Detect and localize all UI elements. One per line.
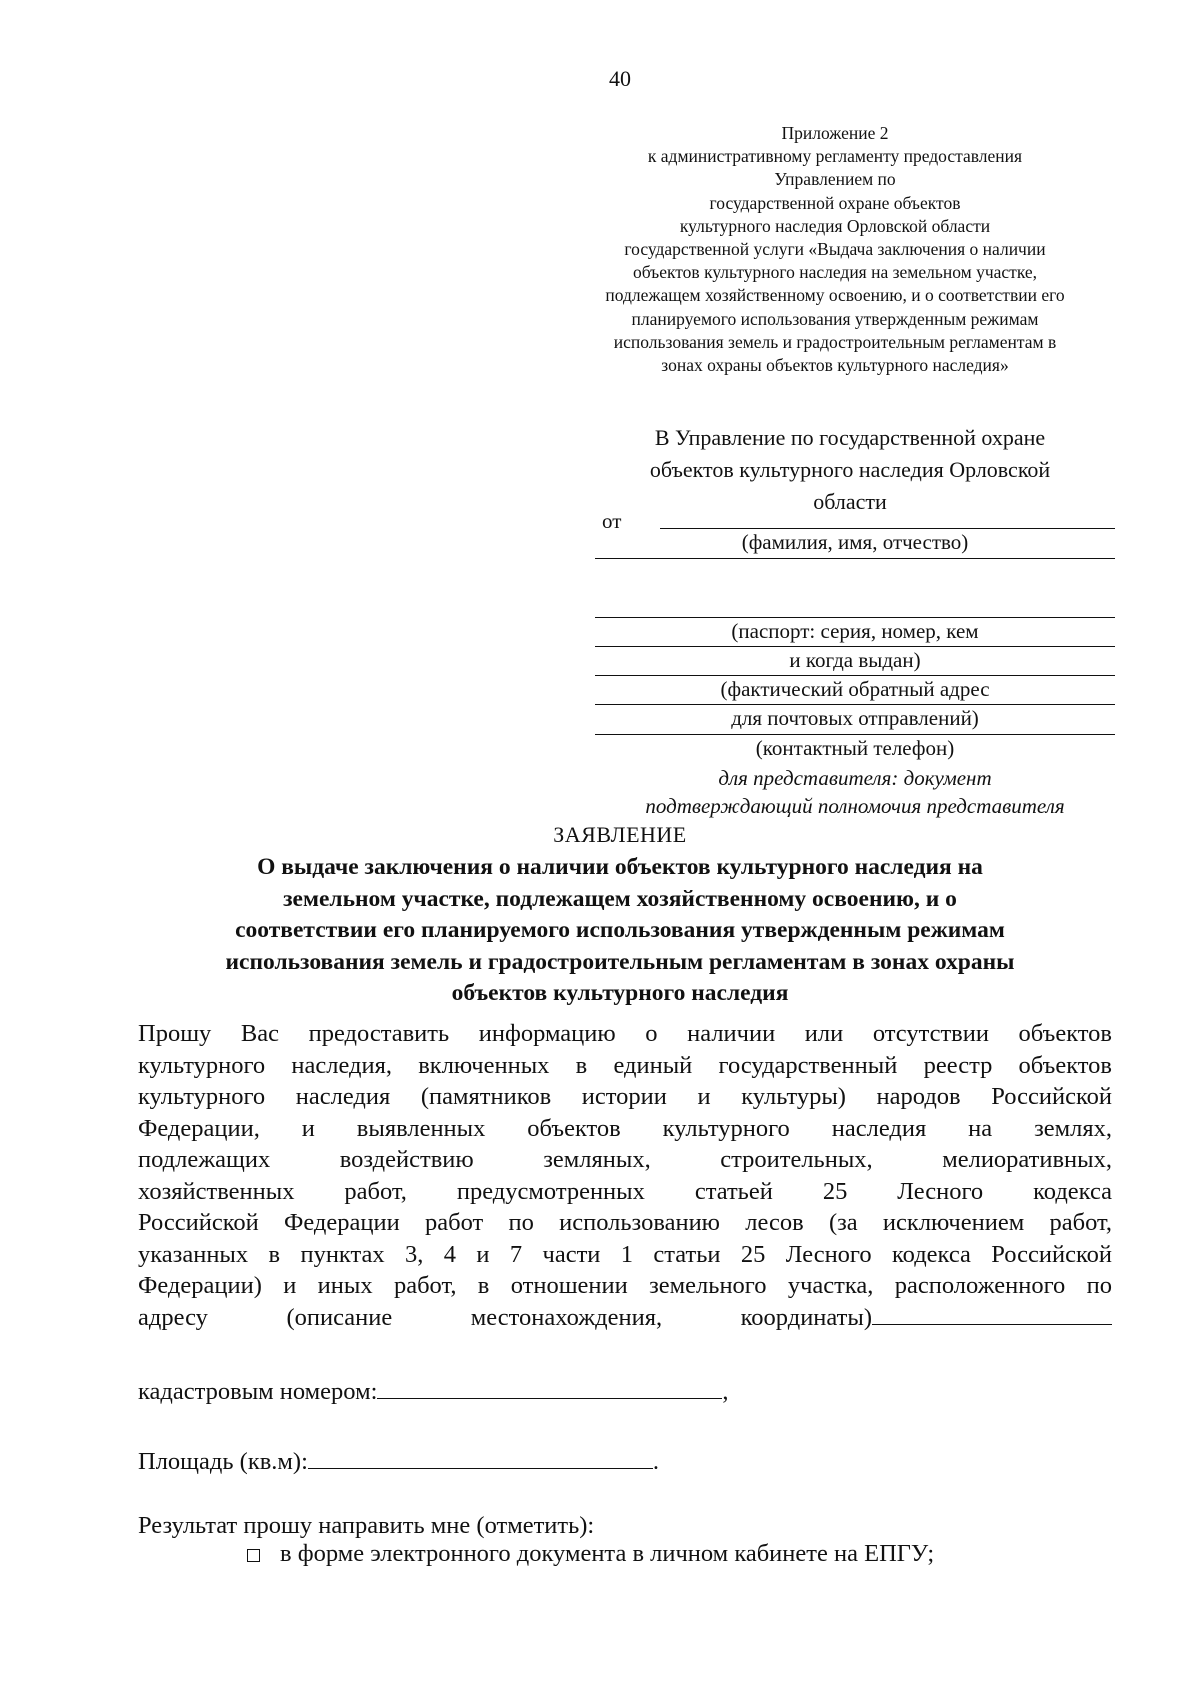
title-line: использования земель и градостроительным регламентам в зонах охраны: [225, 948, 1015, 975]
phone-input-line[interactable]: [595, 734, 1115, 735]
body-line: Российской Федерации работ по использованию лесов (за исключением работ,: [138, 1209, 1112, 1236]
area-field: [138, 1448, 659, 1476]
appendix-line: к административному регламенту предоставления: [647, 146, 1023, 167]
result-option-label: в форме электронного документа в личном кабинете на ЕПГУ;: [280, 1540, 935, 1567]
from-label: от: [602, 509, 622, 533]
addressee-line: объектов культурного наследия Орловской: [649, 457, 1051, 482]
fio-input-line[interactable]: [595, 558, 1115, 559]
appendix-line: государственной охране объектов: [709, 192, 961, 213]
address-word: координаты): [740, 1303, 872, 1331]
representative-caption: для представителя: документ: [718, 766, 992, 790]
addressee: [590, 422, 1110, 518]
from-input-line[interactable]: [660, 528, 1115, 529]
body-line: культурного наследия (памятников истории и культуры) народов Российской: [138, 1083, 1112, 1110]
fio-caption: (фамилия, имя, отчество): [741, 530, 969, 554]
address-input-line[interactable]: [872, 1304, 1112, 1325]
address-line: [138, 1302, 1112, 1334]
body-line: Прошу Вас предоставить информацию о наличии или отсутствии объектов: [138, 1020, 1112, 1047]
address-word: местонахождения,: [470, 1303, 663, 1331]
appendix-line: зонах охраны объектов культурного наследия»: [661, 355, 1009, 376]
addressee-line: области: [813, 489, 887, 514]
result-option-checkbox[interactable]: [247, 1549, 260, 1562]
address-input-line-2[interactable]: [595, 704, 1115, 705]
result-label: Результат прошу направить мне (отметить):: [138, 1512, 595, 1539]
body-line: хозяйственных работ, предусмотренных статьей 25 Лесного кодекса: [138, 1177, 1112, 1205]
page-number: 40: [609, 66, 631, 91]
address-word: адресу: [138, 1303, 208, 1331]
body-line: подлежащих воздействию земляных, строительных, мелиоративных,: [138, 1146, 1112, 1173]
address-caption-2: для почтовых отправлений): [731, 706, 979, 730]
cadastral-field: [138, 1378, 729, 1406]
passport-input-line-2[interactable]: [595, 646, 1115, 647]
area-suffix: .: [652, 1448, 660, 1475]
area-label: Площадь (кв.м):: [138, 1448, 308, 1475]
address-caption: (фактический обратный адрес: [720, 677, 990, 701]
body-line: культурного наследия, включенных в единый государственный реестр объектов: [138, 1051, 1112, 1079]
appendix-line: культурного наследия Орловской области: [679, 215, 991, 236]
passport-caption-2: и когда выдан): [789, 648, 921, 672]
appendix-line: Управлением по: [774, 169, 896, 190]
request-body: [138, 1018, 1112, 1333]
title-line: О выдаче заключения о наличии объектов культурного наследия на: [257, 854, 983, 880]
addressee-line: В Управление по государственной охране: [654, 425, 1046, 450]
appendix-line: объектов культурного наследия на земельном участке,: [632, 262, 1038, 283]
body-line: Федерации, и выявленных объектов культурного наследия на землях,: [138, 1114, 1112, 1142]
cadastral-input-line[interactable]: [377, 1378, 722, 1399]
appendix-line: Приложение 2: [781, 123, 889, 143]
cadastral-label: кадастровым номером:: [138, 1378, 378, 1405]
title-line: земельном участке, подлежащем хозяйственному освоению, и о: [283, 885, 957, 912]
address-word: (описание: [286, 1303, 393, 1331]
address-input-line[interactable]: [595, 675, 1115, 676]
area-input-line[interactable]: [308, 1448, 653, 1469]
passport-input-line[interactable]: [595, 617, 1115, 618]
result-option: [247, 1540, 934, 1568]
passport-caption: (паспорт: серия, номер, кем: [731, 619, 979, 643]
body-line: Федерации) и иных работ, в отношении земельного участка, расположенного по: [138, 1272, 1112, 1299]
document-title: [130, 852, 1110, 1010]
title-line: объектов культурного наследия: [451, 980, 789, 1006]
appendix-line: использования земель и градостроительным регламентам в: [613, 331, 1057, 352]
appendix-line: государственной услуги «Выдача заключения о наличии: [624, 239, 1046, 260]
document-heading: ЗАЯВЛЕНИЕ: [553, 822, 687, 847]
appendix-line: подлежащем хозяйственному освоению, и о соответствии его: [605, 285, 1065, 306]
appendix-line: планируемого использования утвержденным режимам: [631, 308, 1039, 329]
phone-caption: (контактный телефон): [755, 736, 955, 760]
body-line: указанных в пунктах 3, 4 и 7 части 1 статьи 25 Лесного кодекса Российской: [138, 1240, 1112, 1268]
appendix-note: [555, 122, 1115, 377]
title-line: соответствии его планируемого использования утвержденным режимам: [235, 917, 1005, 943]
representative-caption-2: подтверждающий полномочия представителя: [645, 794, 1065, 818]
cadastral-suffix: ,: [722, 1378, 729, 1405]
